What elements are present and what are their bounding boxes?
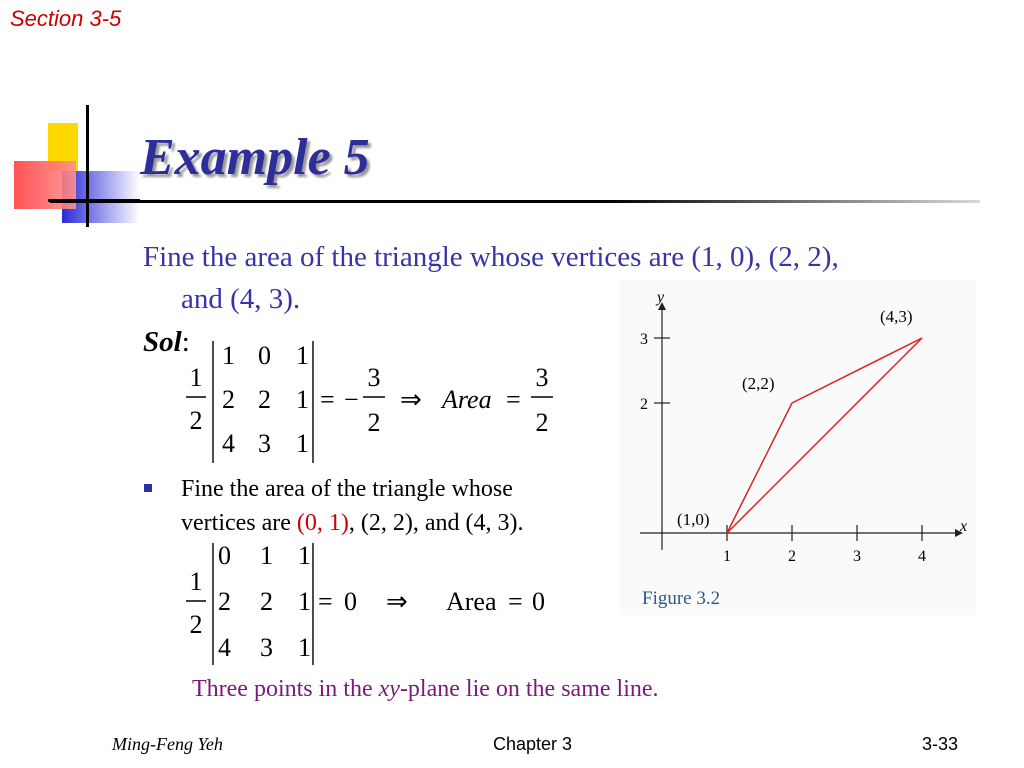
m2-r2c3: 1 [298, 587, 311, 616]
m1-r2c3: 1 [296, 385, 309, 414]
y-tick-label: 3 [640, 331, 648, 348]
implies-arrow-2: ⇒ [386, 587, 408, 616]
m2-r3c3: 1 [298, 633, 311, 662]
figure-caption: Figure 3.2 [642, 588, 721, 609]
m1-r3c1: 4 [222, 429, 235, 458]
area-numerator: 3 [535, 363, 549, 392]
m2-r2c1: 2 [218, 587, 231, 616]
m1-r3c3: 1 [296, 429, 309, 458]
implies-arrow: ⇒ [400, 385, 422, 414]
highlighted-point: (0, 1) [296, 510, 349, 536]
area-equals-2: = [508, 587, 523, 616]
slide-title: Example 5 [140, 129, 370, 186]
m1-r1c3: 1 [296, 341, 309, 370]
result-denominator: 2 [367, 408, 381, 437]
m1-r2c1: 2 [222, 385, 235, 414]
coeff-numerator-2: 1 [189, 567, 203, 596]
result-zero: 0 [344, 587, 357, 616]
area-value-2: 0 [532, 587, 545, 616]
bullet-text [181, 472, 601, 540]
point-label: (1,0) [677, 510, 710, 529]
coeff-numerator: 1 [189, 363, 203, 392]
footer-chapter: Chapter 3 [493, 734, 573, 754]
x-tick-label: 3 [853, 548, 861, 565]
bullet-line-1: Fine the area of the triangle whose [181, 476, 513, 502]
m2-r3c2: 3 [260, 633, 273, 662]
sol-colon: : [181, 326, 190, 358]
result-numerator: 3 [367, 363, 381, 392]
conclusion-post: -plane lie on the same line. [399, 676, 659, 702]
bullet-line-2-post: , (2, 2), and (4, 3). [348, 510, 524, 536]
title-divider [50, 200, 980, 203]
area-equals: = [506, 385, 521, 414]
m2-r2c2: 2 [260, 587, 273, 616]
equals-sign: = [320, 385, 335, 414]
footer-page-number: 3-33 [922, 734, 959, 754]
m1-r1c2: 0 [258, 341, 271, 370]
coeff-denominator: 2 [189, 406, 203, 435]
point-label: (4,3) [880, 307, 913, 326]
bullet-marker [144, 484, 152, 492]
footer-author: Ming-Feng Yeh [112, 734, 223, 754]
bullet-line-2 [181, 506, 601, 540]
m1-r1c1: 1 [222, 341, 235, 370]
point-label: (2,2) [742, 374, 775, 393]
y-axis-label: y [657, 289, 665, 306]
area-denominator: 2 [535, 408, 549, 437]
m2-r1c3: 1 [298, 541, 311, 570]
section-label: Section 3-5 [10, 6, 122, 31]
determinant-equation-1 [180, 336, 580, 466]
m1-r3c2: 3 [258, 429, 271, 458]
x-tick-label: 4 [918, 548, 926, 565]
m2-r1c1: 0 [218, 541, 231, 570]
equals-sign-2: = [318, 587, 333, 616]
x-axis-label: x [960, 518, 968, 535]
figure-3-2 [620, 280, 976, 615]
bullet-line-2-pre: vertices are [181, 510, 297, 536]
m1-r2c2: 2 [258, 385, 271, 414]
x-tick-label: 1 [723, 548, 731, 565]
area-label-2: Area [446, 587, 497, 616]
x-tick-label: 2 [788, 548, 796, 565]
corner-decoration [0, 105, 140, 230]
determinant-equation-2 [180, 538, 560, 668]
area-label: Area [442, 385, 492, 414]
m2-r3c1: 4 [218, 633, 231, 662]
minus-sign: − [344, 385, 359, 414]
problem-line-1: Fine the area of the triangle whose vertices are (1, 0), (2, 2), [143, 241, 839, 273]
conclusion-italic: xy [378, 676, 400, 702]
y-tick-label: 2 [640, 396, 648, 413]
m2-r1c2: 1 [260, 541, 273, 570]
problem-line-2: and (4, 3). [181, 283, 301, 315]
conclusion-pre: Three points in the [192, 676, 379, 702]
coeff-denominator-2: 2 [189, 610, 203, 639]
conclusion [192, 676, 659, 703]
sol-text: Sol [143, 326, 182, 358]
